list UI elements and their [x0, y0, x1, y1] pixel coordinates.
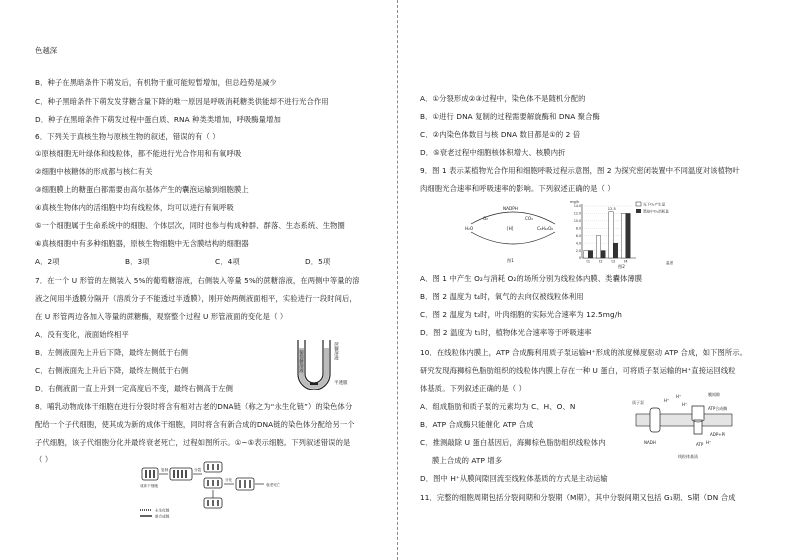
x-axis-label: 温度 — [666, 261, 674, 265]
label-glucose-solution: 葡萄糖溶液 — [298, 350, 304, 373]
chart-bars — [584, 212, 631, 258]
q10-option-c-2: 膜上合成的 ATP 增多 — [432, 456, 503, 465]
cell-1 — [142, 468, 158, 480]
q7-stem-1: 7．在一个 U 形管的左侧装入 5%的葡萄糖溶液，右侧装入等量 5%的蔗糖溶液，在两侧中等量的溶 — [35, 276, 360, 285]
q6-item-4: ④真核生物体内的活细胞中均有线粒体，均可以进行有氧呼吸 — [35, 203, 234, 212]
bar-dark-t3 — [613, 243, 618, 258]
label-co2: CO₂ — [525, 216, 533, 221]
atp-synthase-figure — [630, 388, 742, 462]
y-tick-label: 10.0 — [573, 219, 581, 224]
temperature-bar-chart — [568, 198, 688, 270]
label-matrix: 线粒体基质 — [678, 454, 698, 459]
label-sucrose-solution: 蔗糖溶液 — [333, 342, 339, 360]
chart-value-label: 12.5 — [607, 207, 616, 212]
y-tick-label: 2.0 — [575, 248, 581, 253]
x-tick-label: t2 — [599, 259, 603, 264]
label-senescence-death: 衰老死亡 — [266, 483, 281, 487]
q5-option-d: D．种子在黑暗条件下萌发过程中蛋白质、RNA 种类类增加，呼吸酶量增加 — [35, 115, 281, 124]
q10-stem-2: 研究发现海狮棕色脂肪组织的线粒体内膜上存在一种 U 蛋白，可将质子泵运输的H⁺直接运回线粒 — [420, 366, 736, 375]
stem-cell-division-figure — [138, 460, 298, 522]
atp-synthase — [692, 406, 704, 434]
label-o2-left: O₂ — [483, 216, 488, 221]
label-h-plus-2: H⁺ — [676, 394, 682, 399]
q6-item-1: ①原核细胞无叶绿体和线粒体，都不能进行光合作用和有氧呼吸 — [35, 149, 242, 158]
q9-stem-2: 肉细胞光合速率和呼吸速率的影响。下列叙述正确的是（ ） — [420, 184, 615, 193]
bar-light-t1 — [584, 251, 589, 258]
q10-option-b: B．ATP 合成酶只能催化 ATP 合成 — [420, 420, 534, 429]
label-intermembrane-space: 膜间隙 — [708, 392, 720, 397]
q9-option-a: A．图 1 中产生 O₂与消耗 O₂的场所分别为线粒体内膜、类囊体薄膜 — [420, 274, 643, 283]
label-division: 分裂 — [194, 468, 202, 472]
legend-new-strand: 新合成链 — [155, 514, 170, 519]
legend-immortal-strand: 永生化链 — [155, 508, 170, 513]
q9-option-b: B．图 2 温度为 t₄时，氧气的去向仅被线粒体利用 — [420, 292, 584, 301]
q6-item-5: ⑤一个细胞属于生命系统中的细胞、个体层次，同时也参与构成种群、群落、生态系统、生物圈 — [35, 221, 345, 230]
label-differentiation: 分化 — [225, 478, 233, 482]
q7-option-a: A．没有变化，液面始终相平 — [35, 330, 129, 339]
label-h-plus-3: H⁺ — [682, 402, 688, 407]
y-axis-unit: mg/h — [570, 200, 580, 204]
q8-stem-1: 8．哺乳动物成体干细胞在进行分裂时将含有相对古老的DNA链（称之为“永生化链”）的染色体分 — [35, 402, 353, 411]
q7-stem-3: 在 U 形管两边各加入等量的蔗糖酶，观察整个过程 U 形管液面的变化是（ ） — [35, 312, 288, 321]
label-glucose: C₆H₁₂O₆ — [537, 226, 554, 231]
cycle-bottom-arc — [471, 232, 555, 244]
q9-option-d: D．图 2 温度为 t₁时，植物体光合速率等于呼吸速率 — [420, 328, 592, 337]
bar-dark-t2 — [601, 251, 606, 258]
q7-option-b: B．左侧液面先上升后下降，最终左侧低于右侧 — [35, 348, 189, 357]
bar-light-t3 — [609, 212, 614, 258]
figure-2-caption: 图2 — [618, 264, 625, 269]
bar-light-t2 — [596, 236, 601, 258]
q10-option-c-1: C．推测敲除 U 蛋白基因后，海狮棕色脂肪组织线粒体内 — [420, 438, 606, 447]
q6-option-c: C．4项 — [215, 257, 240, 266]
x-tick-label: t1 — [586, 259, 590, 264]
q10-option-d: D．图中 H⁺从膜间隙回流至线粒体基质的方式是主动运输 — [420, 474, 608, 483]
label-adult-stem-cell: 成体干细胞 — [140, 484, 158, 488]
q6-stem: 6．下列关于真核生物与原核生物的叙述，错误的有（ ） — [35, 132, 220, 141]
q7-option-c: C．右侧液面先上升后下降，最终左侧低于右侧 — [35, 366, 189, 375]
q8-option-c: C．②内染色体数目与核 DNA 数目都是①的 2 倍 — [420, 130, 581, 139]
q8-stem-3: 子代细胞，该子代细胞分化并最终衰老死亡，过程如图所示。①~⑤表示细胞。下列叙述错误的是 — [35, 438, 351, 447]
q5-tail-line: 色越深 — [35, 46, 58, 55]
q7-stem-2: 液之间用半透膜分隔开（溶质分子不能透过半透膜），刚开始两侧液面相平，实验进行一段时间后， — [35, 294, 357, 303]
u-tube-figure — [296, 338, 364, 390]
q8-stem-2: 配给一个子代细胞，使其成为新的成体干细胞，同时将含有新合成的DNA链的染色体分配给另一个 — [35, 420, 355, 429]
q10-stem-3: 体基质。下列叙述正确的是（ ） — [420, 384, 526, 393]
label-atp-synthase: ATP合成酶 — [708, 406, 728, 411]
label-h-plus-4: H⁺ — [706, 440, 712, 445]
right-column — [398, 0, 794, 560]
x-tick-label: t3 — [611, 259, 615, 264]
cell-5 — [204, 498, 222, 508]
legend-swatch-light — [636, 202, 641, 206]
label-h-bracket: [H] — [507, 226, 514, 231]
q5-option-b: B．种子在黑暗条件下萌发后，有机物干重可能短暂增加，但总趋势是减少 — [35, 78, 277, 87]
q9-stem-1: 9．图 1 表示某植物光合作用和细胞呼吸过程示意图，图 2 为探究密闭装置中不同温度对该植物叶 — [420, 166, 740, 175]
q10-stem-1: 10．在线粒体内膜上，ATP 合成酶利用质子泵运输H⁺形成的浓度梯度驱动 ATP 合成，如下图所示。 — [420, 348, 748, 357]
label-h-plus-1: H⁺ — [664, 398, 670, 403]
q6-option-d: D．5项 — [305, 257, 331, 266]
q6-option-a: A．2项 — [35, 257, 60, 266]
q6-option-b: B．3项 — [125, 257, 150, 266]
bar-dark-t1 — [588, 251, 593, 258]
cell-3 — [204, 462, 222, 488]
y-tick-label: 8.0 — [575, 226, 581, 231]
q8-stem-4: （ ） — [35, 455, 53, 464]
label-nadph: NADPH — [503, 206, 518, 211]
legend-light-o2: 光下O₂产生量 — [643, 202, 666, 207]
label-replication: 复制 — [161, 468, 169, 472]
cell-4 — [236, 478, 254, 490]
y-tick-label: 0 — [578, 256, 581, 261]
label-proton-pump: 质子泵 — [632, 400, 644, 405]
q9-option-c: C．图 2 温度为 t₃时，叶肉细胞的实际光合速率为 12.5mg/h — [420, 310, 623, 319]
figure-1-caption: 图1 — [507, 258, 514, 263]
proton-pump — [650, 408, 660, 432]
y-tick-label: 12.0 — [573, 211, 581, 216]
q8-option-b: B．①进行 DNA 复制的过程需要解旋酶和 DNA 聚合酶 — [420, 112, 600, 121]
photosynthesis-respiration-figure — [463, 198, 563, 268]
cell-2 — [170, 468, 192, 480]
label-atp: ATP — [696, 442, 704, 447]
u-tube-inner — [305, 340, 323, 383]
x-tick-label: t4 — [624, 259, 628, 264]
q8-option-d: D．⑤衰老过程中细胞核体积增大、核膜内折 — [420, 148, 566, 157]
y-tick-label: 4.0 — [575, 241, 581, 246]
q6-item-6: ⑥真核细胞中有多种细胞器，原核生物细胞中无含膜结构的细胞器 — [35, 239, 249, 248]
q6-item-2: ②细胞中核糖体的形成都与核仁有关 — [35, 167, 153, 176]
y-tick-label: 6.0 — [575, 233, 581, 238]
legend-dark-o2: 黑暗中O₂消耗量 — [643, 209, 669, 214]
q8-option-a: A．①分裂形成②③过程中，染色体不是随机分配的 — [420, 94, 586, 103]
q5-option-c: C．种子黑暗条件下萌发发芽糖含量下降的唯一原因是呼吸消耗糖类供能却不进行光合作用 — [35, 97, 329, 106]
bar-light-t4 — [621, 213, 626, 258]
bar-dark-t4 — [626, 213, 631, 258]
q6-item-3: ③细胞膜上的糖蛋白都需要由高尔基体产生的囊泡运输到细胞膜上 — [35, 185, 249, 194]
q11-stem: 11．完整的细胞周期包括分裂间期和分裂期（M期），其中分裂间期又包括 G₁期、S期（DN 合成 — [420, 493, 736, 502]
q7-option-d: D．右侧液面一直上升到一定高度后不变，最终右侧高于左侧 — [35, 384, 234, 393]
label-h2o: H₂O — [465, 226, 474, 231]
label-nadh: NADH — [644, 440, 656, 445]
q10-option-a: A．组成脂肪和质子泵的元素均为 C、H、O、N — [420, 402, 576, 411]
label-adp-pi: ADP+Pi — [710, 432, 726, 437]
y-tick-label: 14.0 — [573, 204, 581, 209]
label-membrane: 半透膜 — [334, 381, 348, 386]
legend-swatch-dark — [636, 209, 641, 213]
